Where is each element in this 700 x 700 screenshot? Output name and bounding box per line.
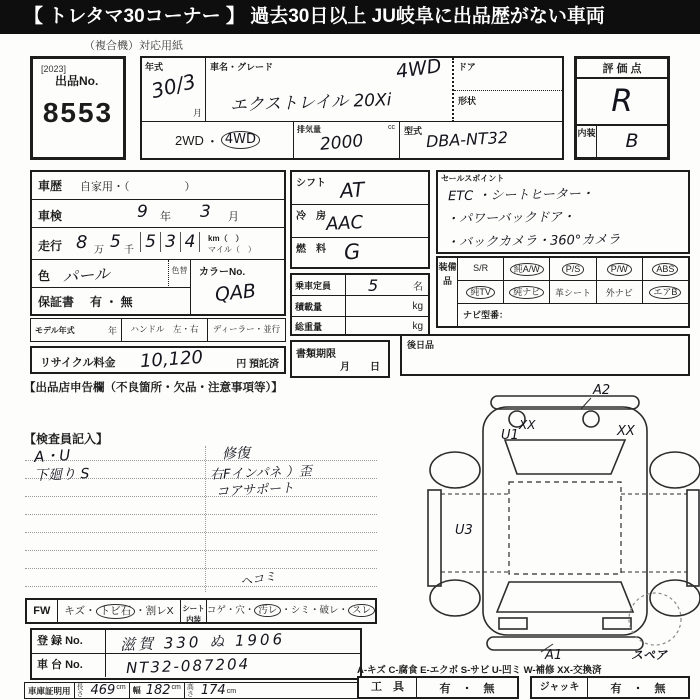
sales-line-3: ・バックカメラ・360°カメラ — [445, 232, 621, 251]
front-light-left — [499, 618, 527, 629]
damage-mark-u3: U3 — [455, 523, 473, 538]
model-year-label: モデル年式 — [35, 325, 75, 335]
equip-abs — [642, 258, 688, 280]
length-unit: cm — [116, 683, 129, 698]
drive-cell — [142, 122, 294, 158]
shape-label: 形状 — [458, 96, 477, 106]
chassis-value: NT32-087204 — [125, 654, 251, 677]
spare-tire-circle — [629, 593, 681, 645]
equip-leather — [549, 281, 595, 303]
capacity-unit: 名 — [413, 281, 423, 293]
fuel-value: G — [342, 239, 362, 265]
equip-sunroof-label: S/R — [473, 263, 489, 273]
shift-row — [292, 172, 428, 205]
separator: ・ — [338, 605, 348, 616]
shaken-row — [32, 200, 284, 228]
capacity-row — [292, 275, 428, 296]
equip-ext-navi — [596, 281, 642, 303]
sales-line-2: ・パワーバックドア・ — [445, 209, 576, 228]
separator: ・ — [85, 605, 96, 617]
height-value: 174 — [200, 683, 226, 698]
inspector-scribble: ヘコミ — [239, 568, 278, 590]
weight-unit: kg — [412, 321, 423, 332]
registration-label: 登 録 No. — [32, 630, 106, 653]
later-items-box — [400, 334, 690, 376]
handle-cell: ハンドル 左・右 — [121, 319, 207, 341]
shift-label: シフト — [296, 178, 326, 189]
mileage-digit-1: 4 — [180, 232, 200, 252]
shaken-year-unit: 年 — [160, 211, 171, 223]
right-sill — [687, 490, 699, 586]
fw-seat-box — [25, 598, 377, 624]
interior-score: B — [625, 130, 639, 152]
fw-label: FW — [27, 600, 58, 622]
equip-airbag-label: エアB — [649, 286, 681, 299]
seat-item-burn: コゲ — [206, 605, 226, 616]
name-value: エクストレイル 20Xi — [229, 90, 392, 116]
chassis-label: 車 台 No. — [32, 654, 106, 677]
separator: ・ — [135, 605, 146, 617]
door-shape-divider — [454, 90, 562, 91]
fuel-row — [292, 238, 428, 268]
notes-divider — [205, 446, 206, 592]
equip-ext-navi-label: 外ナビ — [605, 288, 633, 298]
mileage-mile-unit: マイル（ ） — [208, 245, 256, 254]
color-no-value: QAB — [213, 279, 258, 307]
tools-value: 有 ・ 無 — [439, 682, 495, 695]
interior-label: 内装 — [577, 126, 597, 157]
shift-value: AT — [339, 177, 366, 203]
color-row — [32, 260, 190, 288]
tools-box — [357, 676, 519, 699]
displacement-unit: cc — [388, 124, 395, 131]
jack-value: 有 ・ 無 — [610, 682, 666, 695]
model-year-unit: 年 — [107, 325, 117, 336]
garage-dimensions-row — [24, 682, 378, 699]
declaration-label: 【出品店申告欄（不良箇所・欠品・注意事項等）】 — [24, 382, 283, 394]
ac-label: 冷 房 — [296, 211, 326, 222]
ruled-line — [25, 568, 377, 569]
mileage-digit-100: 5 — [140, 232, 160, 252]
height-unit: cm — [226, 687, 237, 695]
equip-power-steering — [549, 258, 595, 280]
weight-label: 総重量 — [292, 317, 346, 336]
inspector-note-right-1: 修復 — [221, 445, 251, 463]
fw-item-scratch: キズ — [64, 605, 86, 617]
docs-deadline-value: 月 日 — [340, 362, 380, 373]
color-no-cell — [190, 260, 284, 314]
length-value: 469 — [90, 683, 116, 698]
warranty-label: 保証書 — [38, 294, 75, 309]
displacement-label: 排気量 — [297, 125, 321, 134]
drive-2wd: 2WD — [174, 132, 204, 148]
history-row — [32, 172, 284, 200]
seat-item-hole: 穴 — [235, 605, 245, 616]
name-label: 車名・グレード — [210, 62, 274, 72]
equip-navi — [503, 281, 549, 303]
shaken-month: 3 — [200, 202, 211, 222]
windshield — [497, 582, 633, 612]
inspector-note-right-2: 右Fインパネ ）歪 — [209, 464, 313, 483]
load-unit: kg — [412, 300, 423, 312]
chassis-row — [32, 654, 360, 677]
year-label: 年式 — [145, 62, 164, 72]
seat-item-tear: 破レ — [319, 605, 339, 616]
inspector-note-left-2: 下廻り S — [33, 466, 90, 484]
separator: ・ — [244, 605, 255, 616]
separator: ・ — [309, 605, 320, 616]
mileage-digit-10: 3 — [160, 232, 180, 252]
fw-item-crack: 割レX — [145, 605, 174, 617]
spec-box — [140, 56, 564, 160]
width-unit: cm — [172, 683, 185, 698]
model-code-cell — [400, 122, 562, 158]
drive-separator: ・ — [205, 133, 219, 149]
name-cell — [206, 54, 452, 122]
shaken-month-unit: 月 — [228, 211, 239, 223]
color-label: 色 — [38, 269, 51, 283]
ruled-line — [25, 550, 377, 551]
capacity-box — [290, 273, 430, 336]
load-label: 積載量 — [292, 296, 346, 316]
shaken-year: 9 — [137, 202, 148, 222]
lot-stamp: [2023] — [41, 64, 67, 74]
damage-legend: A-キズ C-腐食 E-エクボ S-サビ U-凹ミ W-補修 XX-交換済 — [357, 665, 602, 676]
damage-mark-xx-right: XX — [617, 424, 635, 439]
rating-box — [574, 56, 670, 160]
header-banner: 【 トレタマ30コーナー 】 過去30日以上 JU岐阜に出品歴がない車両 — [0, 0, 700, 34]
front-bumper — [487, 637, 643, 650]
ac-value: AAC — [325, 212, 364, 235]
docs-deadline-box — [290, 340, 390, 378]
ruled-line — [25, 460, 377, 461]
displacement-value: 2000 — [319, 131, 365, 155]
door-shape-cell — [452, 58, 562, 122]
ruled-line — [25, 514, 377, 515]
capacity-label: 乗車定員 — [292, 275, 346, 295]
equip-airbag — [642, 281, 688, 303]
equip-tv-label: 純TV — [466, 286, 495, 299]
seat-item-dirt-circled: 汚レ — [254, 604, 281, 617]
recycle-unit: 円 預託済 — [236, 359, 279, 370]
model-year-cell — [31, 319, 121, 341]
shaken-label: 車検 — [38, 209, 63, 223]
docs-deadline-label: 書類期限 — [296, 349, 336, 360]
ruled-line — [25, 532, 377, 533]
door-label: ドア — [458, 62, 476, 72]
equipment-side-label — [438, 258, 458, 326]
mileage-sen: 5 — [110, 232, 121, 252]
registration-box — [30, 628, 362, 680]
later-items-label: 後日品 — [407, 340, 435, 350]
history-value: 自家用・（ ） — [80, 180, 196, 193]
seat-interior-label: シート内装 — [181, 600, 207, 622]
inspector-note-right-3: コアサポート — [215, 480, 295, 501]
equip-power-windows-label: P/W — [607, 263, 632, 276]
damage-mark-a2: A2 — [593, 383, 611, 398]
lot-label: 出品No. — [55, 74, 99, 88]
wheel-rear-left — [430, 452, 480, 488]
tools-label: 工 具 — [359, 678, 417, 697]
vehicle-info-box — [30, 170, 286, 316]
drive-4wd-circled: 4WD — [221, 131, 260, 149]
garage-label: 車庫証明用 — [25, 683, 75, 698]
recycle-value: 10,120 — [139, 346, 204, 373]
sales-points-box — [436, 170, 690, 254]
model-year-box — [30, 318, 286, 342]
mileage-sen-unit: 千 — [124, 245, 134, 256]
equip-alloy-wheels-label: 純A/W — [510, 263, 544, 276]
length-label: 長さ — [76, 683, 84, 698]
panel-seams — [441, 494, 687, 572]
front-light-right — [603, 618, 631, 629]
damage-mark-a1: A1 — [545, 648, 563, 660]
damage-mark-xx-rear: XX — [519, 418, 536, 432]
warranty-row — [32, 288, 190, 314]
navi-model-row: ナビ型番： — [463, 310, 509, 320]
mech-box — [290, 170, 430, 269]
width-label: 幅 — [132, 686, 141, 695]
equip-power-windows — [596, 258, 642, 280]
separator: ・ — [281, 605, 291, 616]
rear-window — [505, 440, 625, 474]
registration-value: 滋賀 330 ぬ 1906 — [119, 630, 286, 654]
rating-score: R — [611, 83, 633, 119]
vehicle-diagram — [405, 382, 700, 660]
mileage-km-unit: km（ ） — [208, 234, 244, 243]
left-sill — [428, 490, 441, 586]
equip-sunroof — [458, 258, 503, 280]
fuel-label: 燃 料 — [296, 244, 326, 255]
separator: ・ — [225, 605, 236, 616]
ruled-line — [25, 586, 377, 587]
equipment-side-label-text: 装備品 — [438, 262, 457, 286]
year-unit: 月 — [192, 108, 202, 118]
year-value: 30/3 — [148, 68, 199, 104]
drivetrain-note: 4WD — [394, 54, 443, 84]
model-code-label: 型式 — [404, 126, 423, 136]
color-no-label: カラーNo. — [199, 267, 246, 278]
equip-navi-label: 純ナビ — [509, 286, 544, 299]
lot-number: 8553 — [42, 97, 114, 128]
paper-note: （複合機）対応用紙 — [84, 40, 183, 52]
wheel-rear-right — [650, 452, 700, 488]
registration-row — [32, 630, 360, 654]
fw-items — [58, 600, 182, 622]
displacement-cell — [294, 122, 400, 158]
spare-label: スペア — [631, 648, 668, 660]
recolor-cell: 色替 — [168, 260, 190, 288]
history-label: 車歴 — [38, 179, 63, 193]
capacity-value: 5 — [368, 275, 379, 295]
sales-line-1: ETC ・シートヒーター・ — [447, 186, 595, 205]
rating-title: 評 価 点 — [577, 59, 667, 79]
recycle-label: リサイクル料金 — [40, 357, 116, 369]
equip-abs-label: ABS — [652, 263, 678, 276]
mileage-man-unit: 万 — [94, 245, 104, 256]
equipment-box — [436, 256, 690, 328]
year-cell — [142, 58, 206, 122]
mileage-man: 8 — [76, 232, 88, 253]
dealer-cell: ディーラー・並行 — [207, 319, 285, 341]
warranty-value: 有 ・ 無 — [90, 294, 133, 309]
jack-box — [530, 676, 690, 699]
width-value: 182 — [145, 683, 171, 698]
equip-leather-label: 革シート — [555, 288, 592, 298]
seat-item-wear-circled: スレ — [348, 604, 375, 617]
seat-item-stain: シミ — [290, 605, 310, 616]
load-row — [292, 296, 428, 317]
seat-items — [207, 600, 375, 622]
equipment-row-2 — [458, 281, 688, 304]
equip-alloy-wheels — [503, 258, 549, 280]
inspector-label: 【検査員記入】 — [24, 432, 109, 446]
equipment-row-1 — [458, 258, 688, 281]
ruled-line — [25, 496, 377, 497]
damage-mark-u1: U1 — [501, 428, 519, 443]
lot-box — [30, 56, 126, 160]
inspector-note-left-1: A・U — [33, 446, 71, 466]
recycle-fee-box — [30, 346, 286, 374]
mileage-row — [32, 228, 284, 260]
ac-row — [292, 205, 428, 238]
fw-item-stone-chip-circled: トビ石 — [96, 604, 136, 619]
rear-detail-right — [583, 411, 599, 427]
sales-points-label: セールスポイント — [441, 174, 505, 183]
model-code-value: DBA-NT32 — [425, 127, 509, 152]
height-label: 高さ — [186, 683, 194, 698]
jack-label: ジャッキ — [532, 678, 588, 697]
roof-panel — [509, 482, 621, 574]
equip-tv — [458, 281, 503, 303]
color-value: パール — [61, 263, 111, 288]
equip-power-steering-label: P/S — [562, 263, 585, 276]
mileage-label: 走行 — [38, 239, 63, 253]
